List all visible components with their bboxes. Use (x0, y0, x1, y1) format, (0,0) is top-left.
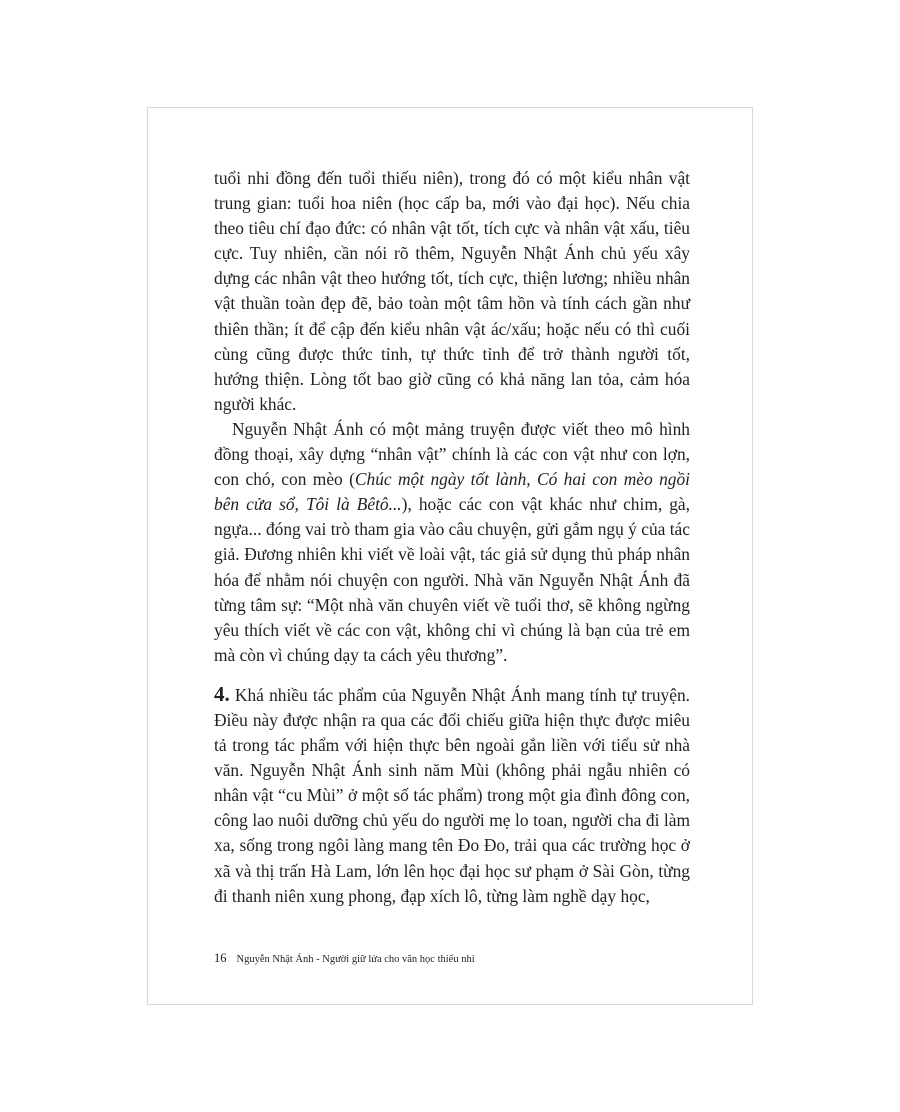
paragraph-2-text-a: Nguyễn Nhật Ánh có một mảng truyện được viết theo mô hình đồng thoại, xây dựng “nhân vật” chính là các con vật như con lợn, con chó, con mèo ( (214, 418, 690, 490)
section-4-paragraph (214, 682, 690, 909)
section-4-text: Khá nhiều tác phẩm của Nguyễn Nhật Ánh mang tính tự truyện. Điều này được nhận ra qua các đối chiếu giữa hiện thực được miêu tả trong tác phẩm với hiện thực bên ngoài gắn liền với tiểu sử nhà văn. Nguyễn Nhật Ánh sinh năm Mùi (không phải ngẫu nhiên có nhân vật “cu Mùi” ở một số tác phẩm) trong một gia đình đông con, công lao nuôi dưỡng chủ yếu do người mẹ lo toan, người cha đi làm xa, sống trong ngôi làng mang tên Đo Đo, trải qua các trường học ở xã và thị trấn Hà Lam, lớn lên học đại học sư phạm ở Sài Gòn, từng đi thanh niên xung phong, đạp xích lô, từng làm nghề dạy học, (214, 684, 690, 906)
page-footer (214, 951, 475, 966)
running-title: Nguyễn Nhật Ánh - Người giữ lửa cho văn học thiếu nhi (236, 954, 475, 965)
body-text (214, 166, 690, 909)
section-number: 4. (214, 681, 230, 706)
paragraph-2-book-titles: Chúc một ngày tốt lành, Có hai con mèo ngồi bên cửa sổ, Tôi là Bêtô... (214, 469, 690, 515)
paragraph-2-text-b: ), hoặc các con vật khác như chim, gà, ngựa... đóng vai trò tham gia vào câu chuyện, gửi gắm ngụ ý của tác giả. Đương nhiên khi viết về loài vật, tác giả sử dụng thủ pháp nhân hóa để nhằm nói chuyện con người. Nhà văn Nguyễn Nhật Ánh đã từng tâm sự: “Một nhà văn chuyên viết về tuổi thơ, sẽ không ngừng yêu thích viết về các con vật, không chỉ vì chúng là bạn của trẻ em mà còn vì chúng dạy ta cách yêu thương”. (214, 494, 690, 665)
paragraph-1: tuổi nhi đồng đến tuổi thiếu niên), trong đó có một kiểu nhân vật trung gian: tuổi hoa niên (học cấp ba, mới vào đại học). Nếu chia theo tiêu chí đạo đức: có nhân vật tốt, tích cực và nhân vật xấu, tiêu cực. Tuy nhiên, cần nói rõ thêm, Nguyễn Nhật Ánh chủ yếu xây dựng các nhân vật theo hướng tốt, tích cực, thiện lương; nhiều nhân vật thuần toàn đẹp đẽ, bảo toàn một tâm hồn và tính cách gần như thiên thần; ít để cập đến kiểu nhân vật ác/xấu; hoặc nếu có thì cuối cùng cũng được thức tỉnh, tự thức tỉnh để trở thành người tốt, hướng thiện. Lòng tốt bao giờ cũng có khả năng lan tỏa, cảm hóa người khác. (214, 168, 690, 414)
page-number: 16 (214, 951, 227, 965)
book-page (147, 107, 753, 1005)
paragraph-2 (214, 417, 690, 668)
